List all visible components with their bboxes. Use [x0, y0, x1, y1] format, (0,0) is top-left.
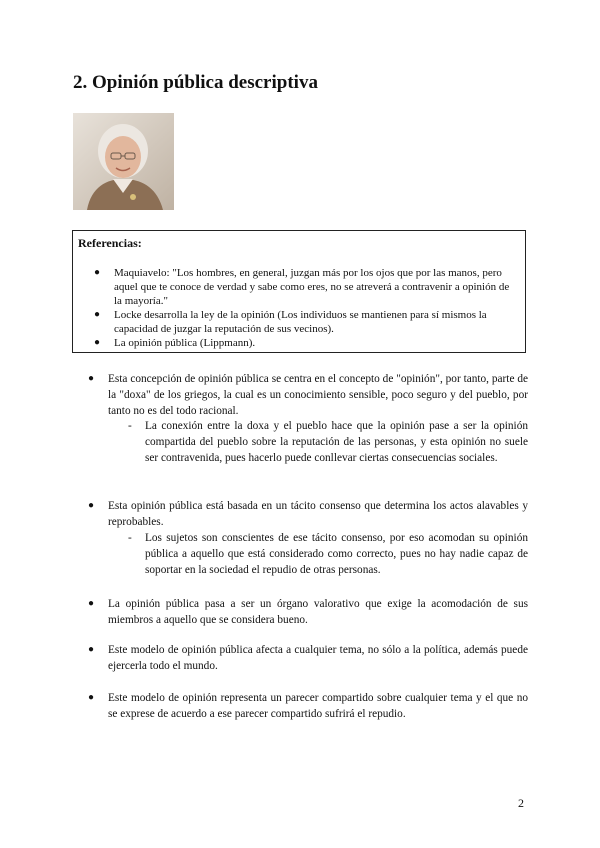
dash-icon: - — [128, 420, 132, 432]
list-item: ● Esta concepción de opinión pública se centra en el concepto de "opinión", por tanto, parte de la "doxa" de los griegos, la cual es un conocimiento sensible, poco seguro y del pueblo, por tanto no es del todo racional. — [88, 373, 528, 417]
list-item: ● La opinión pública pasa a ser un órgano valorativo que exige la acomodación de sus miembros a aquello que se considera bueno. — [88, 598, 528, 626]
bullet-icon: ● — [94, 309, 101, 320]
list-item: ● Esta opinión pública está basada en un tácito consenso que determina los actos alavables y reprobables. — [88, 500, 528, 528]
reference-item: ● Maquiavelo: "Los hombres, en general, juzgan más por los ojos que por las manos, pero aquel que te conoce de verdad y sabe como eres, no se atreverá a contravenir a opinión de la mayoría." — [94, 267, 510, 307]
reference-item: ● La opinión pública (Lippmann). — [94, 337, 256, 349]
bullet-icon: ● — [88, 644, 95, 655]
bullet-icon: ● — [88, 598, 95, 609]
bullet-icon: ● — [88, 500, 95, 511]
bullet-icon: ● — [94, 267, 101, 278]
bullet-icon: ● — [88, 373, 95, 384]
sub-list-item: - La conexión entre la doxa y el pueblo hace que la opinión pase a ser la opinión compartida del pueblo sobre la reputación de las personas, y esta opinión no suele ser contravenida, pues hacerlo puede conllevar ciertas consecuencias sociales. — [128, 420, 528, 464]
bullet-icon: ● — [88, 692, 95, 703]
references-title: Referencias: — [78, 236, 142, 250]
page-number: 2 — [518, 796, 524, 810]
portrait-photo — [73, 113, 174, 210]
bullet-icon: ● — [94, 337, 101, 348]
section-heading: 2. Opinión pública descriptiva — [73, 72, 318, 93]
reference-item: ● Locke desarrolla la ley de la opinión (Los individuos se mantienen para sí mismos la capacidad de juzgar la reputación de sus vecinos). — [94, 309, 487, 335]
list-item: ● Este modelo de opinión representa un parecer compartido sobre cualquier tema y el que no se exprese de acuerdo a ese parecer compartido sufrirá el repudio. — [88, 692, 528, 720]
references-box — [72, 230, 526, 353]
elderly-woman-portrait — [73, 113, 174, 210]
sub-list-item: - Los sujetos son conscientes de ese tácito consenso, por eso acomodan su opinión pública a aquello que está considerado como correcto, pues no hay nadie capaz de soportar en la sociedad el repudio de otras personas. — [128, 532, 528, 576]
list-item: ● Este modelo de opinión pública afecta a cualquier tema, no sólo a la política, además puede ejercerla todo el mundo. — [88, 644, 528, 672]
dash-icon: - — [128, 532, 132, 544]
